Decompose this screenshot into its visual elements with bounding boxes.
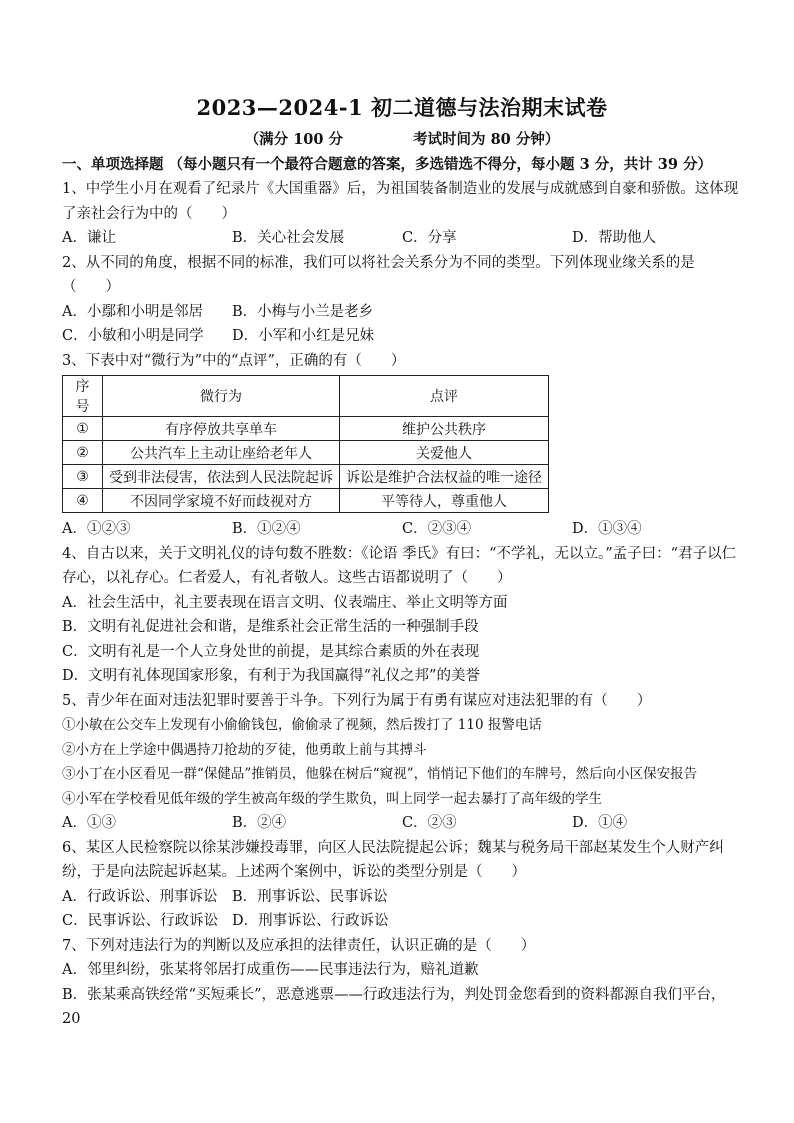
cell-comment: 维护公共秩序	[340, 417, 549, 441]
option-a: A．社会生活中，礼主要表现在语言文明、仪表端庄、举止文明等方面	[62, 594, 508, 611]
option-b: B．刑事诉讼、民事诉讼	[232, 888, 388, 905]
exam-time: 考试时间为 80 分钟）	[413, 131, 560, 148]
option-d: D．刑事诉讼、行政诉讼	[232, 913, 389, 929]
cell-no: ③	[63, 465, 103, 489]
header-behavior: 微行为	[103, 376, 340, 417]
question-5-stem: 5、青少年在面对违法犯罪时要善于斗争。下列行为属于有勇有谋应对违法犯罪的有（ ）	[62, 692, 652, 709]
cell-behavior: 不因同学家境不好而歧视对方	[103, 489, 340, 513]
cell-comment: 平等待人，尊重他人	[340, 489, 549, 513]
option-d: D．帮助他人	[572, 230, 657, 246]
option-a: A．谦让	[62, 230, 116, 246]
exam-subtitle	[62, 128, 742, 149]
option-c: C．②③	[402, 815, 457, 831]
table-header-row	[63, 376, 549, 417]
question-5-options	[62, 811, 742, 836]
table-row	[63, 489, 549, 513]
option-d: D．小军和小红是兄妹	[232, 328, 375, 344]
question-4-stem: 4、自古以来，关于文明礼仪的诗句数不胜数：《论语 季氏》有曰：“不学礼，无以立。”孟子曰：“君子以仁存心，以礼存心。仁者爱人，有礼者敬人。这些古语都说明了（ ）	[62, 545, 737, 586]
option-b: B．张某乘高铁经常“买短乘长”，恶意逃票——行政违法行为，判处罚金您看到的资料都源自我们平台，20	[62, 986, 726, 1027]
statement-4: ④小军在学校看见低年级的学生被高年级的学生欺负，叫上同学一起去暴打了高年级的学生	[62, 790, 602, 807]
cell-comment: 关爱他人	[340, 441, 549, 465]
question-1-options	[62, 226, 742, 251]
question-3-stem: 3、下表中对“微行为”中的“点评”，正确的有（ ）	[62, 352, 406, 369]
option-c: C．文明有礼是一个人立身处世的前提，是其综合素质的外在表现	[62, 643, 480, 660]
table-row	[63, 417, 549, 441]
question-3-options	[62, 517, 742, 542]
option-b: B．文明有礼促进社会和谐，是维系社会正常生活的一种强制手段	[62, 619, 479, 635]
option-a: A．邻里纠纷，张某将邻居打成重伤——民事违法行为，赔礼道歉	[62, 962, 479, 978]
option-c: C．②③④	[402, 521, 472, 537]
option-a: A．①③	[62, 815, 116, 831]
option-a: A．行政诉讼、刑事诉讼	[62, 888, 218, 905]
question-1-stem: 1、中学生小月在观看了纪录片《大国重器》后，为祖国装备制造业的发展与成就感到自豪和骄傲。这体现了亲社会行为中的（ ）	[62, 181, 739, 222]
question-2-options-row2	[62, 324, 742, 349]
section-heading: 一、单项选择题 （每小题只有一个最符合题意的答案，多选错选不得分，每小题 3 分，共计 39 分）	[62, 156, 713, 173]
option-d: D．①④	[572, 815, 628, 831]
cell-no: ①	[63, 417, 103, 441]
question-7-stem: 7、下列对违法行为的判断以及应承担的法律责任，认识正确的是（ ）	[62, 937, 536, 954]
full-score: （满分 100 分	[244, 131, 344, 148]
cell-behavior: 有序停放共享单车	[103, 417, 340, 441]
option-b: B．小梅与小兰是老乡	[232, 303, 374, 320]
statement-1: ①小敏在公交车上发现有小偷偷钱包，偷偷录了视频，然后拨打了 110 报警电话	[62, 717, 542, 733]
statement-2: ②小方在上学途中偶遇持刀抢劫的歹徒，他勇敢上前与其搏斗	[62, 741, 427, 758]
cell-comment: 诉讼是维护合法权益的唯一途径	[340, 465, 549, 489]
option-c: C．分享	[402, 230, 457, 246]
question-6-options-row1	[62, 885, 742, 910]
question-6-options-row2	[62, 909, 742, 934]
option-b: B．关心社会发展	[232, 230, 345, 246]
statement-3: ③小丁在小区看见一群“保健品”推销员，他躲在树后“窥视”，悄悄记下他们的车牌号，然后向小区保安报告	[62, 766, 698, 782]
table-row	[63, 441, 549, 465]
option-a: A．小鄢和小明是邻居	[62, 303, 203, 320]
option-c: C．小敏和小明是同学	[62, 328, 204, 344]
behavior-table	[62, 375, 549, 513]
cell-behavior: 受到非法侵害，依法到人民法院起诉	[103, 465, 340, 489]
question-2-options-row1	[62, 300, 742, 325]
option-d: D．文明有礼体现国家形象，有利于为我国赢得“礼仪之邦”的美誉	[62, 668, 480, 684]
option-a: A．①②③	[62, 521, 131, 537]
table-row	[63, 465, 549, 489]
option-b: B．②④	[232, 815, 287, 831]
question-6-stem: 6、某区人民检察院以徐某涉嫌投毒罪，向区人民法院提起公诉；魏某与税务局干部赵某发生个人财产纠纷，于是向法院起诉赵某。上述两个案例中，诉讼的类型分别是（ ）	[62, 839, 724, 880]
exam-page	[62, 92, 742, 1032]
header-no: 序号	[63, 376, 103, 417]
option-b: B．①②④	[232, 521, 301, 537]
cell-no: ②	[63, 441, 103, 465]
exam-title: 2023—2024-1 初二道德与法治期末试卷	[196, 95, 608, 120]
option-d: D．①③④	[572, 521, 642, 537]
option-c: C．民事诉讼、行政诉讼	[62, 913, 219, 929]
header-comment: 点评	[340, 376, 549, 417]
cell-no: ④	[63, 489, 103, 513]
cell-behavior: 公共汽车上主动让座给老年人	[103, 441, 340, 465]
question-2-stem: 2、从不同的角度，根据不同的标准，我们可以将社会关系分为不同的类型。下列体现业缘关系的是（ ）	[62, 254, 695, 295]
